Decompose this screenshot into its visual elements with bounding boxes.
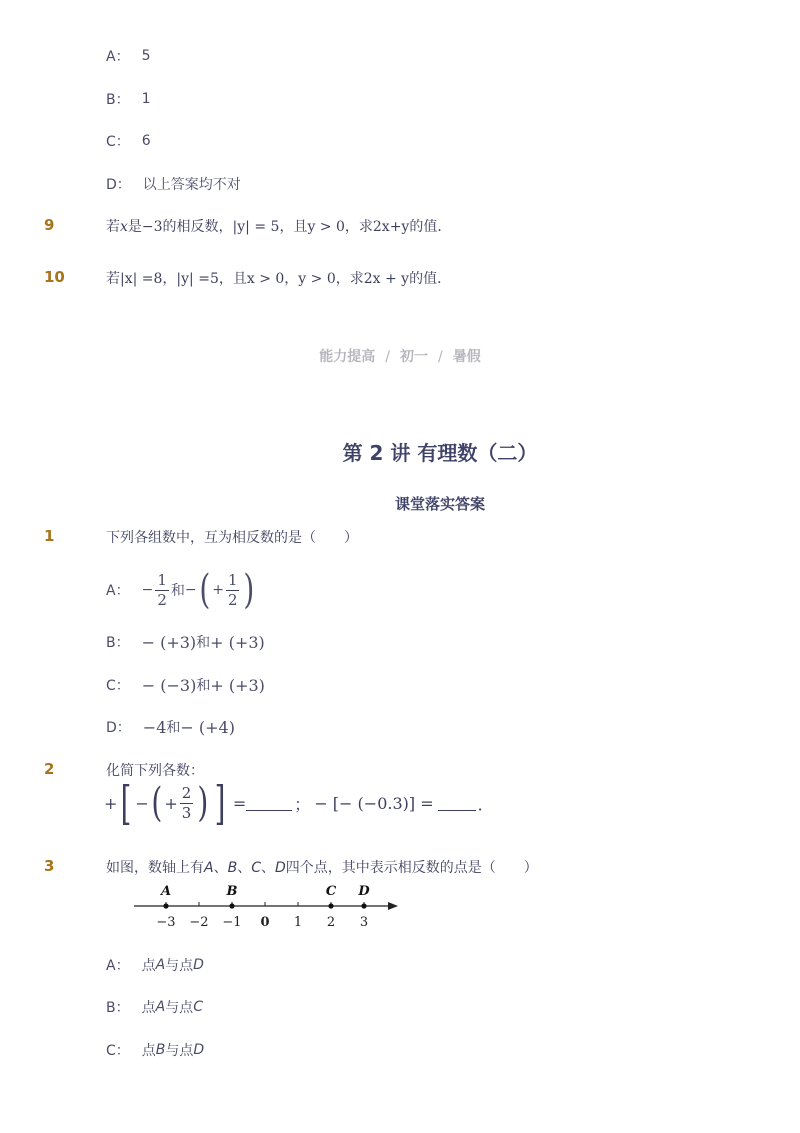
q10-text-part: ， bbox=[284, 271, 299, 287]
q3-text-part: 四个点，其中表示相反数的点是（ ） bbox=[285, 860, 538, 876]
option-text: 6 bbox=[141, 133, 151, 149]
q10-math: x > 0 bbox=[246, 271, 285, 287]
breadcrumb-item[interactable]: 初一 bbox=[400, 349, 428, 365]
math-minus: − bbox=[135, 793, 149, 813]
numerator: 1 bbox=[227, 570, 238, 589]
q3-option-c[interactable] bbox=[106, 1040, 204, 1060]
left-bracket: [ bbox=[120, 776, 132, 830]
q1-option-d[interactable] bbox=[106, 717, 235, 737]
lesson-title: 第 2 讲 有理数（二） bbox=[342, 441, 538, 465]
breadcrumb-separator: / bbox=[438, 349, 443, 365]
q9-math: 2x+y bbox=[372, 219, 410, 235]
question-1-stem: 下列各组数中，互为相反数的是（ ） bbox=[106, 530, 358, 546]
q3-option-b[interactable] bbox=[106, 997, 203, 1017]
axis-tick-label: 3 bbox=[359, 915, 369, 930]
math-minus: − bbox=[141, 582, 154, 598]
q2-expression bbox=[104, 776, 494, 830]
math-plus: + bbox=[104, 793, 118, 813]
q10-math: |x| =8 bbox=[120, 271, 163, 287]
fraction bbox=[155, 570, 169, 609]
denominator: 2 bbox=[227, 590, 238, 609]
axis-tick-label: 2 bbox=[326, 915, 336, 930]
period: ． bbox=[477, 794, 494, 814]
question-2-number: 2 bbox=[44, 760, 55, 778]
breadcrumb-item[interactable]: 暑假 bbox=[452, 349, 481, 365]
and-word: 和 bbox=[170, 583, 185, 599]
axis-arrow bbox=[388, 902, 398, 910]
option-d-prev[interactable] bbox=[106, 174, 241, 194]
point-d bbox=[361, 903, 366, 908]
q1-option-b[interactable] bbox=[106, 632, 265, 652]
right-paren: ) bbox=[243, 567, 255, 613]
q10-text-part: 的值． bbox=[409, 271, 452, 287]
math-minus: − bbox=[184, 582, 197, 598]
option-letter: C： bbox=[106, 134, 130, 150]
point-label: C bbox=[325, 884, 337, 899]
answer-blank[interactable] bbox=[438, 796, 476, 811]
number-line bbox=[134, 884, 398, 930]
numerator: 1 bbox=[157, 570, 167, 589]
q3-text-part: 、 bbox=[237, 860, 252, 876]
q10-text-part: ， bbox=[162, 271, 177, 287]
point-a bbox=[163, 903, 168, 908]
option-a-prev[interactable] bbox=[106, 46, 151, 66]
point-label: D bbox=[358, 884, 370, 899]
option-text: 点 bbox=[141, 1000, 156, 1016]
option-text: 点 bbox=[141, 958, 156, 974]
semicolon: ； bbox=[294, 794, 311, 814]
option-letter: D： bbox=[106, 720, 131, 736]
option-letter: B： bbox=[106, 92, 130, 108]
question-1-number: 1 bbox=[44, 527, 55, 545]
q9-var-x: x bbox=[120, 219, 128, 235]
question-10-number: 10 bbox=[44, 268, 65, 286]
left-paren: ( bbox=[151, 780, 163, 826]
denominator: 3 bbox=[181, 803, 192, 822]
math-expr: − (+4) bbox=[180, 717, 235, 737]
point-name: B bbox=[155, 1042, 166, 1058]
axis-tick-label: −2 bbox=[189, 915, 209, 930]
question-3-number: 3 bbox=[44, 857, 55, 875]
math-expr: − [− (−0.3)] = bbox=[314, 793, 434, 813]
option-text: 以上答案均不对 bbox=[142, 177, 241, 193]
option-letter: A： bbox=[106, 958, 130, 974]
answer-blank[interactable] bbox=[246, 796, 292, 811]
point-name: A bbox=[155, 957, 166, 973]
q9-math: y > 0 bbox=[307, 219, 345, 235]
and-word: 和 bbox=[196, 678, 211, 694]
point-name: D bbox=[193, 957, 204, 973]
q3-text-part: 如图，数轴上有 bbox=[106, 860, 204, 876]
option-c-prev[interactable] bbox=[106, 131, 151, 151]
q9-text-part: 若 bbox=[106, 219, 120, 235]
option-text: 1 bbox=[141, 91, 151, 107]
q3-point-label: A bbox=[204, 860, 214, 876]
math-plus: + bbox=[164, 793, 178, 813]
math-expr: − (−3) bbox=[141, 675, 197, 695]
right-bracket: ] bbox=[214, 776, 226, 830]
q10-text-part: 若 bbox=[106, 271, 120, 287]
option-letter: B： bbox=[106, 635, 130, 651]
point-label: B bbox=[226, 884, 238, 899]
question-9-text bbox=[106, 216, 451, 236]
math-expr: −4 bbox=[142, 717, 167, 737]
math-expr: + (+3) bbox=[210, 632, 265, 652]
left-paren: ( bbox=[198, 567, 210, 613]
q3-text-part: 、 bbox=[213, 860, 228, 876]
fraction bbox=[226, 570, 240, 609]
q1-option-a[interactable] bbox=[106, 567, 257, 613]
q3-point-label: B bbox=[227, 860, 238, 876]
breadcrumb-item[interactable]: 能力提高 bbox=[319, 349, 376, 365]
axis-tick-label: 0 bbox=[260, 915, 270, 930]
option-text: 与点 bbox=[165, 1043, 194, 1059]
number-line-figure bbox=[128, 875, 408, 935]
q10-math: |y| =5 bbox=[176, 271, 219, 287]
question-10-text bbox=[106, 268, 451, 288]
q9-text-part: ，且 bbox=[279, 219, 308, 235]
point-name: C bbox=[193, 999, 203, 1015]
option-text: 点 bbox=[141, 1043, 156, 1059]
q9-text-part: 的值． bbox=[409, 219, 452, 235]
option-letter: C： bbox=[106, 1043, 130, 1059]
q3-point-label: C bbox=[251, 860, 261, 876]
question-9-number: 9 bbox=[44, 216, 55, 234]
q3-text-part: 、 bbox=[260, 860, 275, 876]
point-label: A bbox=[160, 884, 172, 899]
option-letter: A： bbox=[106, 583, 130, 599]
q3-option-a[interactable] bbox=[106, 955, 204, 975]
section-title: 课堂落实答案 bbox=[394, 495, 485, 513]
and-word: 和 bbox=[166, 720, 181, 736]
q9-math: −3 bbox=[141, 219, 163, 235]
numerator: 2 bbox=[181, 783, 192, 802]
option-letter: B： bbox=[106, 1000, 130, 1016]
q9-text-part: ，求 bbox=[344, 219, 373, 235]
q10-text-part: ，求 bbox=[335, 271, 364, 287]
breadcrumb-separator: / bbox=[385, 349, 390, 365]
option-letter: D： bbox=[106, 177, 131, 193]
point-name: A bbox=[155, 999, 166, 1015]
option-text: 与点 bbox=[165, 958, 194, 974]
fraction bbox=[180, 783, 194, 822]
denominator: 2 bbox=[157, 590, 167, 609]
axis-tick-label: −1 bbox=[222, 915, 242, 930]
question-2-stem: 化简下列各数： bbox=[106, 763, 204, 779]
q10-math: 2x + y bbox=[363, 271, 410, 287]
right-paren: ) bbox=[197, 780, 209, 826]
point-b bbox=[229, 903, 234, 908]
point-name: D bbox=[193, 1042, 205, 1058]
q9-text-part: 是 bbox=[127, 219, 142, 235]
breadcrumb bbox=[0, 346, 800, 366]
option-text: 5 bbox=[141, 48, 151, 64]
axis-tick-label: 1 bbox=[293, 915, 303, 930]
and-word: 和 bbox=[196, 635, 211, 651]
math-expr: + (+3) bbox=[210, 675, 265, 695]
q3-point-label: D bbox=[274, 860, 286, 876]
axis-tick-label: −3 bbox=[156, 915, 176, 930]
option-letter: C： bbox=[106, 678, 130, 694]
option-letter: A： bbox=[106, 49, 130, 65]
question-3-stem bbox=[106, 857, 538, 877]
q10-text-part: ，且 bbox=[218, 271, 247, 287]
math-expr: − (+3) bbox=[141, 632, 197, 652]
q9-math: |y| = 5 bbox=[232, 219, 280, 235]
q9-text-part: 的相反数， bbox=[162, 219, 233, 235]
option-b-prev[interactable] bbox=[106, 89, 151, 109]
math-equals: = bbox=[232, 793, 247, 813]
math-plus: + bbox=[212, 582, 224, 598]
q10-math: y > 0 bbox=[298, 271, 336, 287]
point-c bbox=[328, 903, 333, 908]
option-text: 与点 bbox=[165, 1000, 194, 1016]
q1-option-c[interactable] bbox=[106, 675, 265, 695]
